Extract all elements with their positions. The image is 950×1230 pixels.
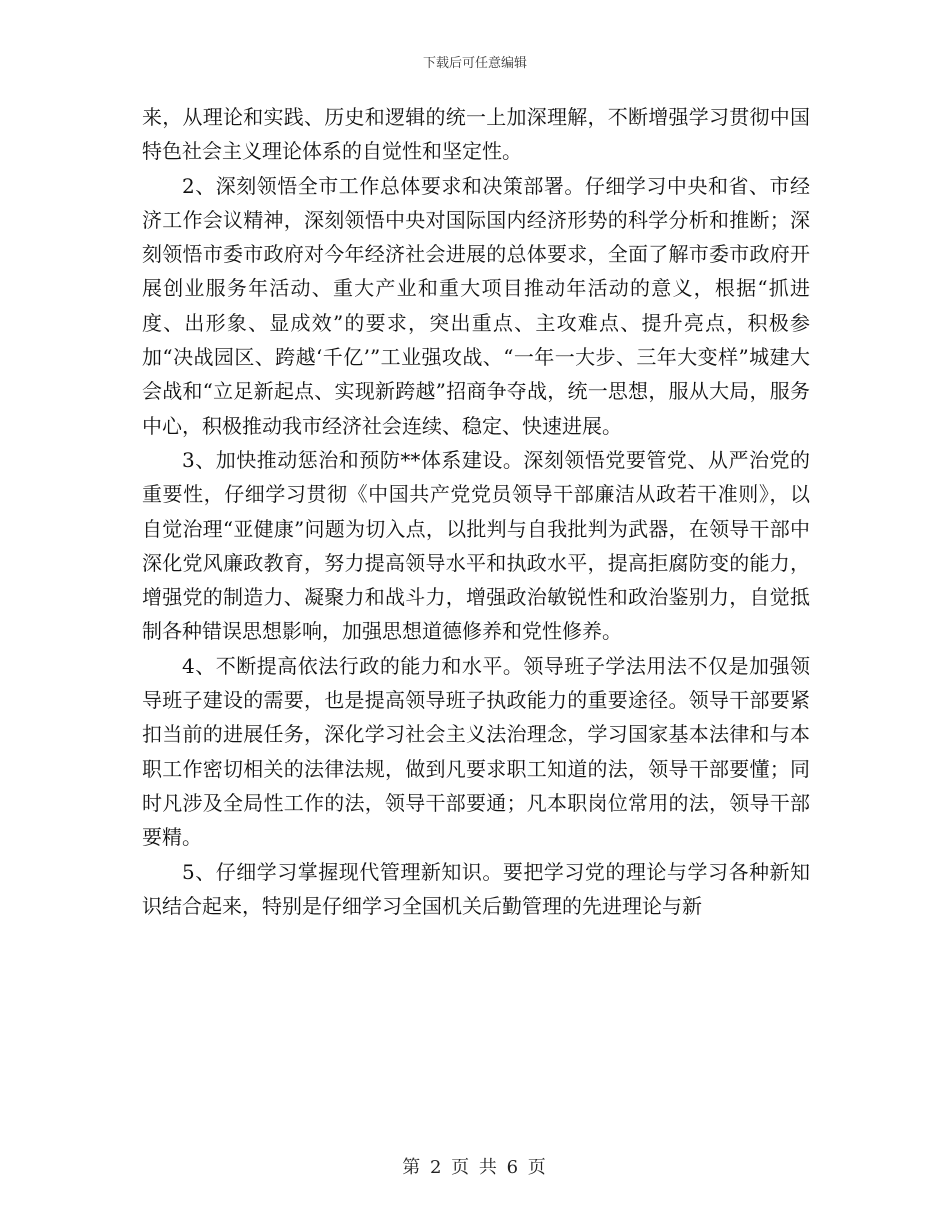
paragraph-item-3: 3、加快推动惩治和预防**体系建设。深刻领悟党要管党、从严治党的重要性，仔细学习贯彻《中国共产党党员领导干部廉洁从政若干准则》，以自觉治理“亚健康”问题为切入点，以批判与自我批判为武器，在领导干部中深化党风廉政教育，努力提高领导水平和执政水平，提高拒腐防变的能力，增强党的制造力、凝聚力和战斗力，增强政治敏锐性和政治鉴别力，自觉抵制各种错误思想影响，加强思想道德修养和党性修养。 <box>142 447 810 644</box>
paragraph-continuation: 来，从理论和实践、历史和逻辑的统一上加深理解，不断增强学习贯彻中国特色社会主义理论体系的自觉性和坚定性。 <box>142 105 810 164</box>
paragraph-item-2: 2、深刻领悟全市工作总体要求和决策部署。仔细学习中央和省、市经济工作会议精神，深刻领悟中央对国际国内经济形势的科学分析和推断；深刻领悟市委市政府对今年经济社会进展的总体要求，全面了解市委市政府开展创业服务年活动、重大产业和重大项目推动年活动的意义，根据“抓进度、出形象、显成效”的要求，突出重点、主攻难点、提升亮点，积极参加“决战园区、跨越‘千亿’”工业强攻战、“一年一大步、三年大变样”城建大会战和“立足新起点、实现新跨越”招商争夺战，统一思想，服从大局，服务中心，积极推动我市经济社会连续、稳定、快速进展。 <box>142 173 810 438</box>
document-body <box>142 100 810 923</box>
page-number-footer: 第 2 页 共 6 页 <box>402 1157 548 1178</box>
page-header-note: 下载后可任意编辑 <box>422 56 527 71</box>
paragraph-item-5: 5、仔细学习掌握现代管理新知识。要把学习党的理论与学习各种新知识结合起来，特别是仔细学习全国机关后勤管理的先进理论与新 <box>142 859 810 918</box>
paragraph-item-4: 4、不断提高依法行政的能力和水平。领导班子学法用法不仅是加强领导班子建设的需要，也是提高领导班子执政能力的重要途径。领导干部要紧扣当前的进展任务，深化学习社会主义法治理念，学习国家基本法律和与本职工作密切相关的法律法规，做到凡要求职工知道的法，领导干部要懂；同时凡涉及全局性工作的法，领导干部要通；凡本职岗位常用的法，领导干部要精。 <box>142 653 810 850</box>
